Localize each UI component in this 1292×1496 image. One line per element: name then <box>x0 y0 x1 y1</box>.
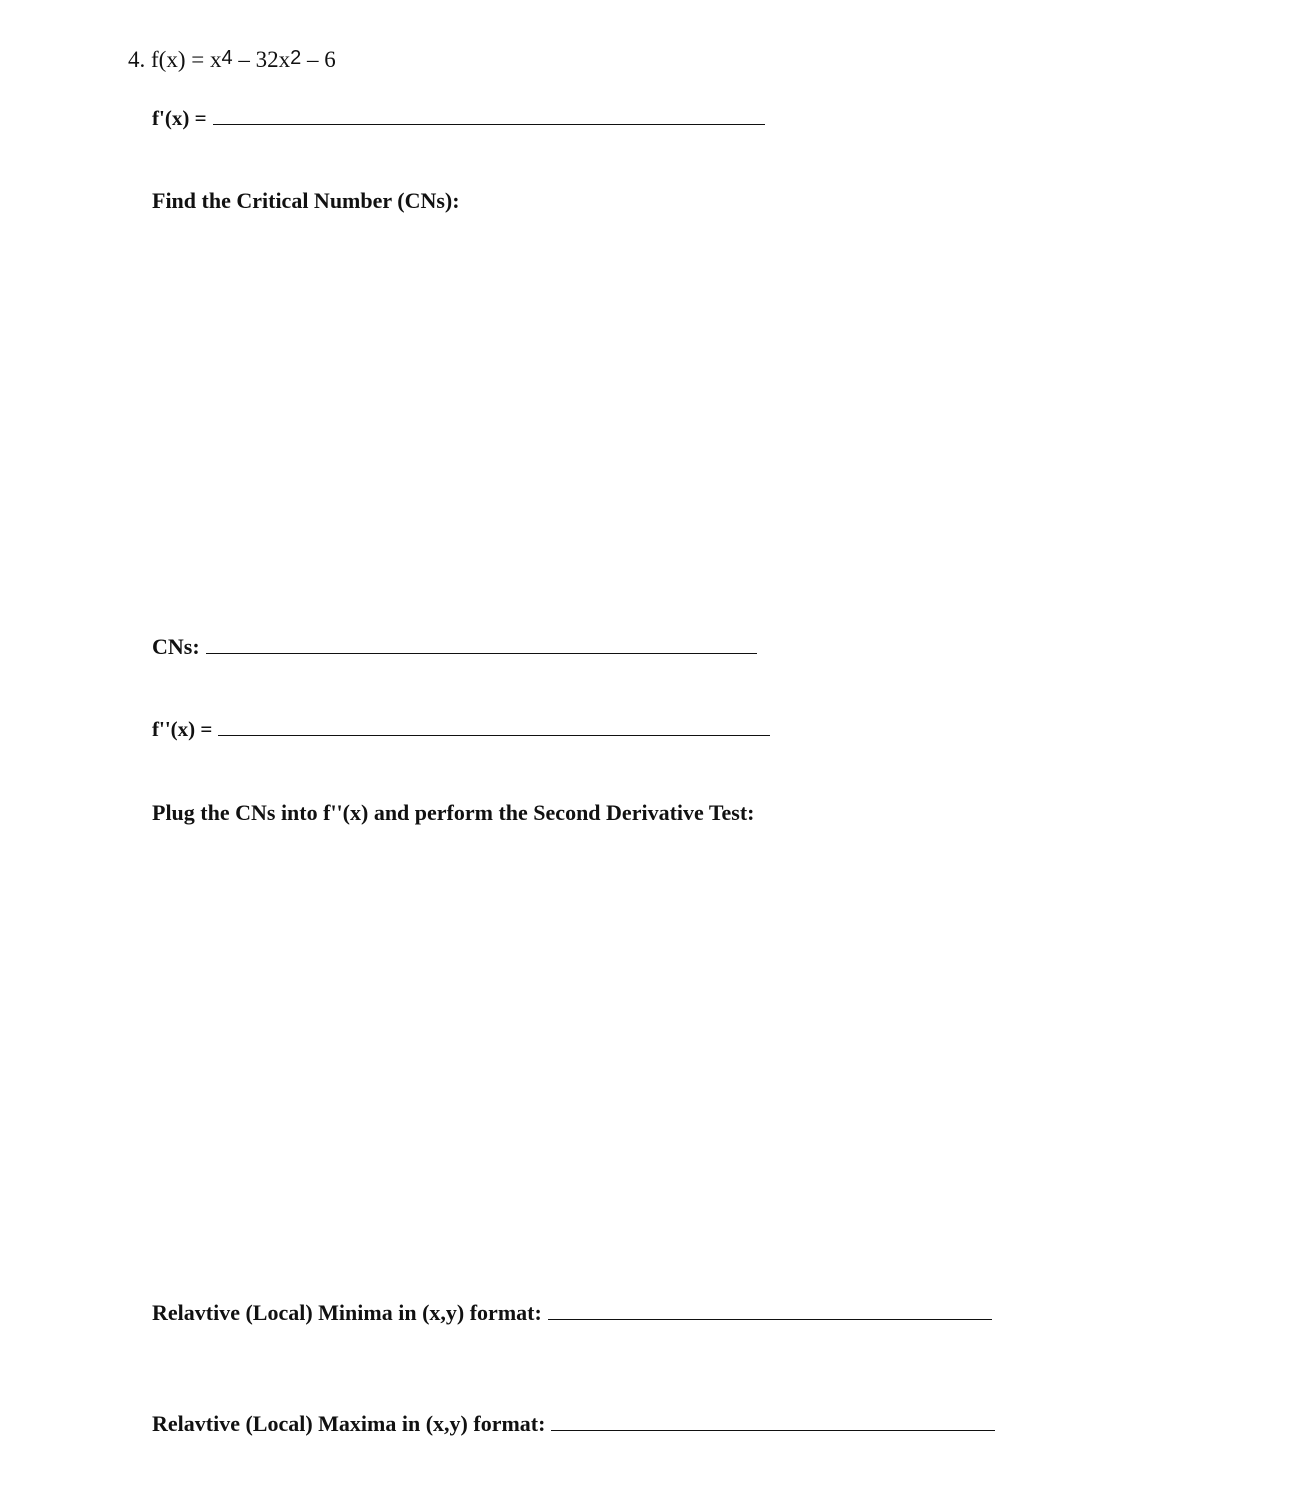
cns-answer-line[interactable] <box>206 652 757 654</box>
problem-statement <box>128 47 336 73</box>
function-lhs: f(x) = x <box>151 47 222 72</box>
second-derivative-answer-line[interactable] <box>218 734 770 736</box>
critical-number-heading: Find the Critical Number (CNs): <box>152 188 460 213</box>
local-minima-answer-line[interactable] <box>548 1318 992 1320</box>
first-derivative-label: f'(x) = <box>152 106 207 130</box>
second-derivative-label: f''(x) = <box>152 717 213 741</box>
function-tail: – 6 <box>301 47 336 72</box>
function-middle: – 32x <box>232 47 291 72</box>
problem-number: 4. <box>128 47 146 72</box>
cns-label: CNs: <box>152 634 200 659</box>
local-minima-label: Relavtive (Local) Minima in (x,y) format: <box>152 1300 542 1325</box>
local-maxima-row <box>152 1411 995 1437</box>
exponent-4: 4 <box>221 47 233 69</box>
local-maxima-answer-line[interactable] <box>551 1429 995 1431</box>
first-derivative-row <box>152 106 765 131</box>
exponent-2: 2 <box>290 47 302 69</box>
second-derivative-row <box>152 717 770 742</box>
cns-row <box>152 634 757 660</box>
local-maxima-label: Relavtive (Local) Maxima in (x,y) format: <box>152 1411 546 1436</box>
local-minima-row <box>152 1300 992 1326</box>
second-derivative-test-heading: Plug the CNs into f''(x) and perform the Second Derivative Test: <box>152 800 755 825</box>
first-derivative-answer-line[interactable] <box>213 123 765 125</box>
